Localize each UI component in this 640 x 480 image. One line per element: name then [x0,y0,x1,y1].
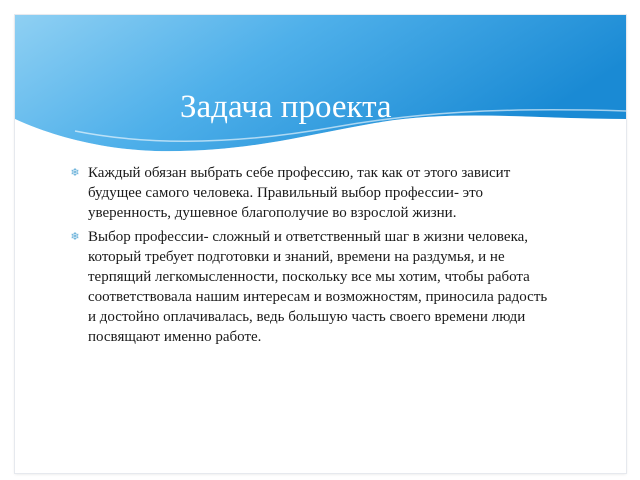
snowflake-bullet-icon: ❄ [70,231,80,243]
snowflake-bullet-icon: ❄ [70,167,80,179]
bullet-text: Каждый обязан выбрать себе профессию, так как от этого зависит будущее самого человека. Правильный выбор профессии- это уверенность, душевное благополучие во взрослой жизни. [88,165,511,221]
bullet-text: Выбор профессии- сложный и ответственный шаг в жизни человека, который требует подготовки и знаний, времени на раздумья, и не терпящий легкомысленности, поскольку все мы хотим, чтобы работа соответствовала нашим интересам и возможностям, приносила радость и достойно оплачивалась, ведь большую часть своего времени люди посвящают именно работе. [88,229,548,345]
sky-area [15,15,626,151]
presentation-slide [15,15,626,473]
slide-title: Задача проекта [180,89,392,125]
bullet-list [68,163,556,351]
list-item [68,163,556,223]
list-item [68,227,556,347]
